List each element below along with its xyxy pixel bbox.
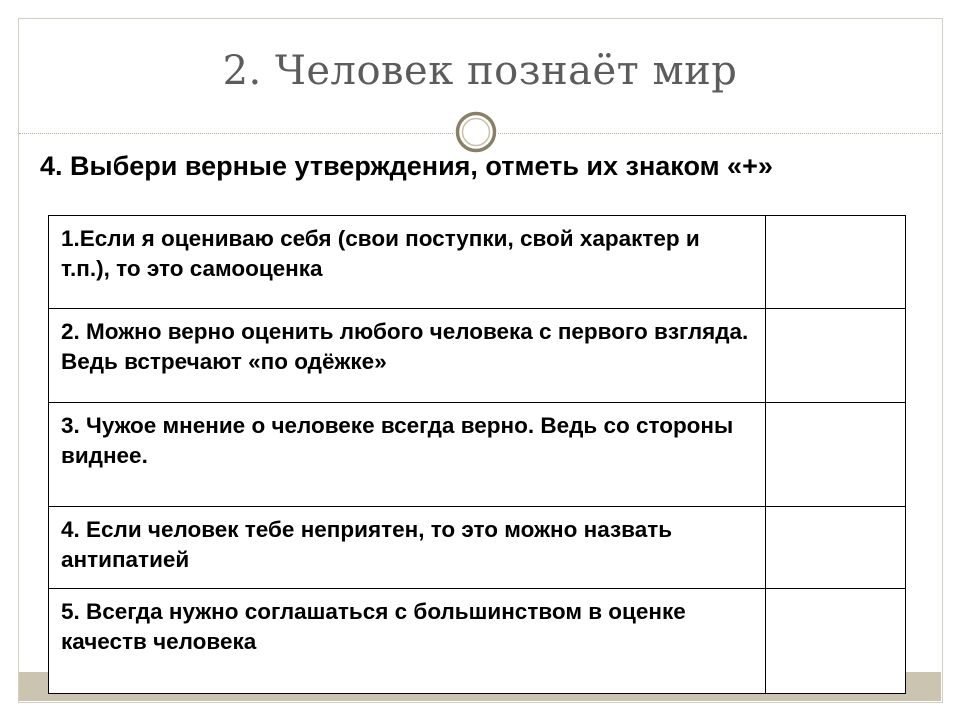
statement-text: 3. Чужое мнение о человеке всегда верно. Ведь со стороны виднее.	[49, 403, 766, 507]
table-row	[49, 216, 906, 309]
answer-cell[interactable]	[766, 403, 906, 507]
table-row	[49, 309, 906, 403]
statement-text: 2. Можно верно оценить любого человека с первого взгляда. Ведь встречают «по одёжке»	[49, 309, 766, 403]
table-row	[49, 589, 906, 694]
table-row	[49, 507, 906, 589]
ring-ornament-icon	[454, 110, 498, 154]
answer-cell[interactable]	[766, 309, 906, 403]
table-row	[49, 403, 906, 507]
answer-cell[interactable]	[766, 507, 906, 589]
statement-text: 5. Всегда нужно соглашаться с большинством в оценке качеств человека	[49, 589, 766, 694]
statement-text: 1.Если я оцениваю себя (свои поступки, свой характер и т.п.), то это самооценка	[49, 216, 766, 309]
slide-title: 2. Человек познаёт мир	[222, 48, 738, 94]
statement-text: 4. Если человек тебе неприятен, то это можно назвать антипатией	[49, 507, 766, 589]
answer-cell[interactable]	[766, 216, 906, 309]
statements-table	[48, 215, 906, 694]
task-heading: 4. Выбери верные утверждения, отметь их знаком «+»	[40, 151, 773, 181]
answer-cell[interactable]	[766, 589, 906, 694]
